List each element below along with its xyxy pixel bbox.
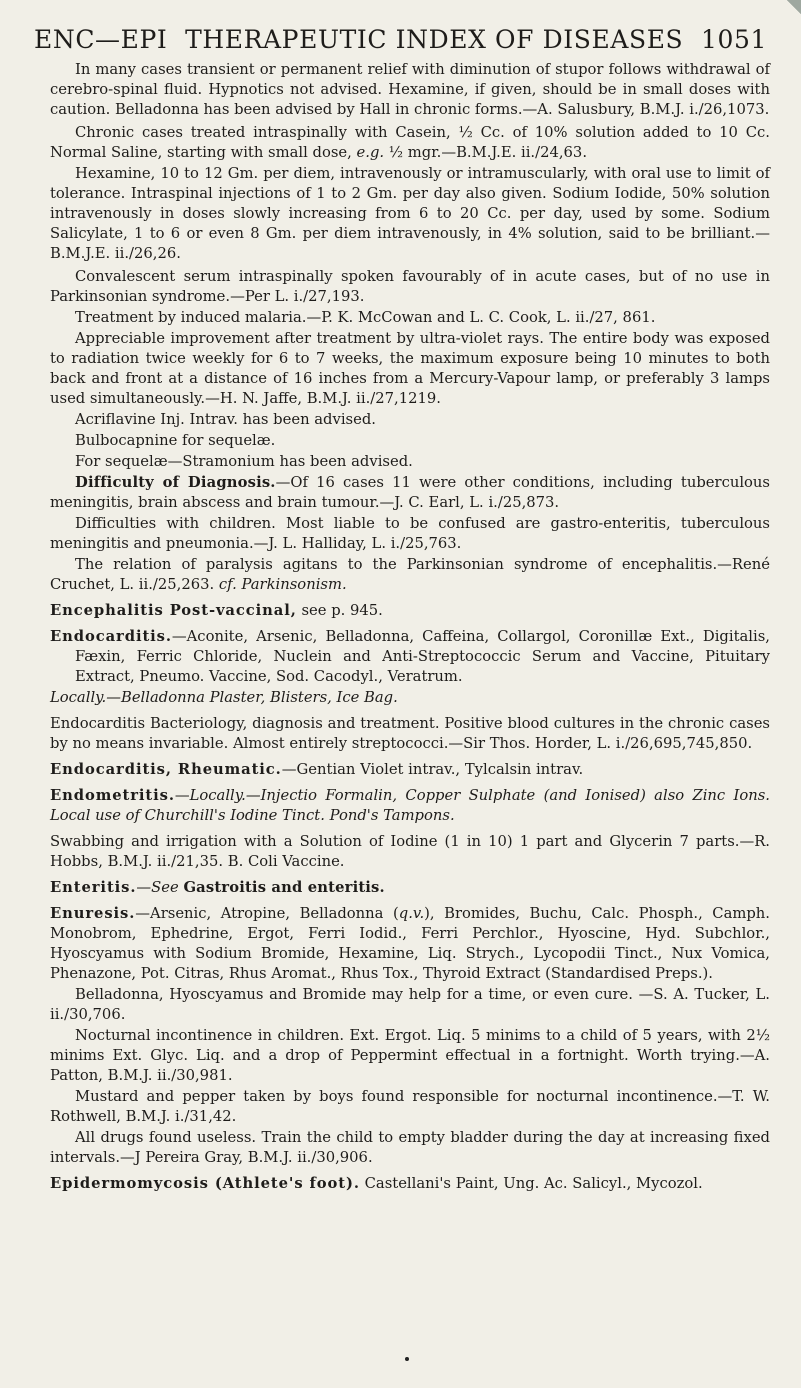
paragraph-mustard-pepper: Mustard and pepper taken by boys found responsible for nocturnal incontinence.—T. W. Rothwell, B.M.J. i./31,42. bbox=[50, 1088, 770, 1125]
entry-endometritis: Endometritis.—Locally.—Injectio Formalin, Copper Sulphate (and Ionised) also Zinc Ions. Local use of Churchill's Iodine Tinct. Pond's Tampons. bbox=[50, 787, 770, 824]
paragraph-bulbocapnine: Bulbocapnine for sequelæ. bbox=[75, 432, 276, 449]
entry-enteritis: Enteritis.—See Gastroitis and enteritis. bbox=[50, 879, 385, 896]
paragraph-stramonium: For sequelæ—Stramonium has been advised. bbox=[75, 453, 413, 470]
entry-heading: Endocarditis. bbox=[50, 628, 172, 645]
paragraph-nocturnal-incontinence: Nocturnal incontinence in children. Ext. Ergot. Liq. 5 minims to a child of 5 years, with 2½ minims Ext. Glyc. Liq. and a drop of Peppermint effectual in a fortnight. Worth trying.—A. Patton, B.M.J. ii./30,981. bbox=[50, 1027, 770, 1084]
header-title: THERAPEUTIC INDEX OF DISEASES bbox=[185, 25, 684, 54]
page-number: 1051 bbox=[700, 25, 767, 54]
entry-epidermomycosis: Epidermomycosis (Athlete's foot). Castellani's Paint, Ung. Ac. Salicyl., Mycozol. bbox=[50, 1175, 703, 1192]
paragraph-endocarditis-bacteriology: Endocarditis Bacteriology, diagnosis and treatment. Positive blood cultures in the chronic cases by no means invariable. Almost entirely streptococci.—Sir Thos. Horder, L. i./26,695,745,850. bbox=[50, 715, 770, 752]
entry-encephalitis-post-vaccinal: Encephalitis Post-vaccinal, see p. 945. bbox=[50, 602, 383, 619]
paragraph-malaria: Treatment by induced malaria.—P. K. McCowan and L. C. Cook, L. ii./27, 861. bbox=[75, 309, 656, 326]
paragraph-paralysis-agitans: The relation of paralysis agitans to the Parkinsonian syndrome of encephalitis.—René Cruchet, L. ii./25,263. cf. Parkinsonism. bbox=[50, 556, 770, 593]
paragraph-ultra-violet: Appreciable improvement after treatment by ultra-violet rays. The entire body was exposed to radiation twice weekly for 6 to 7 weeks, the maximum exposure being 10 minutes to both back and front at a distance of 16 inches from a Mercury-Vapour lamp, or preferably 3 lamps used simultaneously.—H. N. Jaffe, B.M.J. ii./27,1219. bbox=[50, 330, 770, 407]
running-header bbox=[34, 14, 767, 54]
entry-heading: Enuresis. bbox=[50, 905, 136, 922]
paragraph-acriflavine: Acriflavine Inj. Intrav. has been advised. bbox=[75, 411, 376, 428]
page-body bbox=[50, 60, 770, 1195]
header-section-range: ENC—EPI bbox=[34, 25, 168, 54]
paragraph-difficulty-of-diagnosis: Difficulty of Diagnosis.—Of 16 cases 11 were other conditions, including tuberculous meningitis, brain abscess and brain tumour.—J. C. Earl, L. i./25,873. bbox=[50, 474, 771, 511]
entry-endocarditis: Endocarditis.—Aconite, Arsenic, Belladonna, Caffeina, Collargol, Coronillæ Ext., Digitalis, Fæxin, Ferric Chloride, Nuclein and Anti-Streptococcic Serum and Vaccine, Pituitary Extract, Pneumo. Vaccine, Sod. Cacodyl., Veratrum. bbox=[50, 628, 770, 685]
paragraph-iodine-irrigation: Swabbing and irrigation with a Solution of Iodine (1 in 10) 1 part and Glycerin 7 parts.—R. Hobbs, B.M.J. ii./21,35. B. Coli Vaccine. bbox=[50, 833, 770, 870]
paragraph-enuresis-tucker: Belladonna, Hyoscyamus and Bromide may help for a time, or even cure. —S. A. Tucker, L. ii./30,706. bbox=[50, 986, 770, 1023]
page-speck bbox=[405, 1357, 409, 1361]
entry-endocarditis-rheumatic: Endocarditis, Rheumatic.—Gentian Violet intrav., Tylcalsin intrav. bbox=[50, 761, 584, 778]
paragraph-convalescent-serum: Convalescent serum intraspinally spoken favourably of in acute cases, but of no use in Parkinsonian syndrome.—Per L. i./27,193. bbox=[50, 268, 770, 305]
subheading-difficulty-of-diagnosis: Difficulty of Diagnosis. bbox=[75, 474, 276, 491]
entry-enuresis: Enuresis.—Arsenic, Atropine, Belladonna (q.v.), Bromides, Buchu, Calc. Phosph., Camph. Monobrom, Ephedrine, Ergot, Ferri Iodid., Ferri Perchlor., Hyoscine, Hyd. Subchlor., Hyoscyamus with Sodium Bromide, Hexamine, Liq. Strych., Lycopodii Tinct., Nux Vomica, Phenazone, Pot. Citras, Rhus Aromat., Rhus Tox., Thyroid Extract (Standardised Preps.). bbox=[50, 905, 770, 982]
paragraph-casein: Chronic cases treated intraspinally with Casein, ½ Cc. of 10% solution added to 10 Cc. Normal Saline, starting with small dose, e.g. ½ mgr.—B.M.J.E. ii./24,63. bbox=[50, 124, 770, 161]
entry-heading: Enteritis. bbox=[50, 879, 137, 896]
entry-heading: Endocarditis, Rheumatic. bbox=[50, 761, 282, 778]
entry-heading: Epidermomycosis (Athlete's foot). bbox=[50, 1175, 360, 1192]
paragraph-stupor-relief: In many cases transient or permanent relief with diminution of stupor follows withdrawal of cerebro-spinal fluid. Hypnotics not advised. Hexamine, if given, should be in small doses with caution. Belladonna has been advised by Hall in chronic forms.—A. Salusbury, B.M.J. i./26,1073. bbox=[50, 61, 770, 118]
entry-heading: Endometritis. bbox=[50, 787, 175, 804]
entry-heading: Encephalitis Post-vaccinal, bbox=[50, 602, 297, 619]
paragraph-train-child: All drugs found useless. Train the child to empty bladder during the day at increasing fixed intervals.—J Pereira Gray, B.M.J. ii./30,906. bbox=[50, 1129, 770, 1166]
paragraph-endocarditis-locally: Locally.—Belladonna Plaster, Blisters, Ice Bag. bbox=[50, 689, 398, 706]
paragraph-difficulties-children: Difficulties with children. Most liable to be confused are gastro-enteritis, tuberculous meningitis and pneumonia.—J. L. Halliday, L. i./25,763. bbox=[50, 515, 770, 552]
paragraph-hexamine: Hexamine, 10 to 12 Gm. per diem, intravenously or intramuscularly, with oral use to limit of tolerance. Intraspinal injections of 1 to 2 Gm. per day also given. Sodium Iodide, 50% solution intravenously in doses slowly increasing from 6 to 20 Cc. per day, used by some. Sodium Salicylate, 1 to 6 or even 8 Gm. per diem intravenously, in 4% solution, said to be brilliant.—B.M.J.E. ii./26,26. bbox=[50, 165, 770, 262]
page-corner-mark bbox=[787, 0, 801, 14]
